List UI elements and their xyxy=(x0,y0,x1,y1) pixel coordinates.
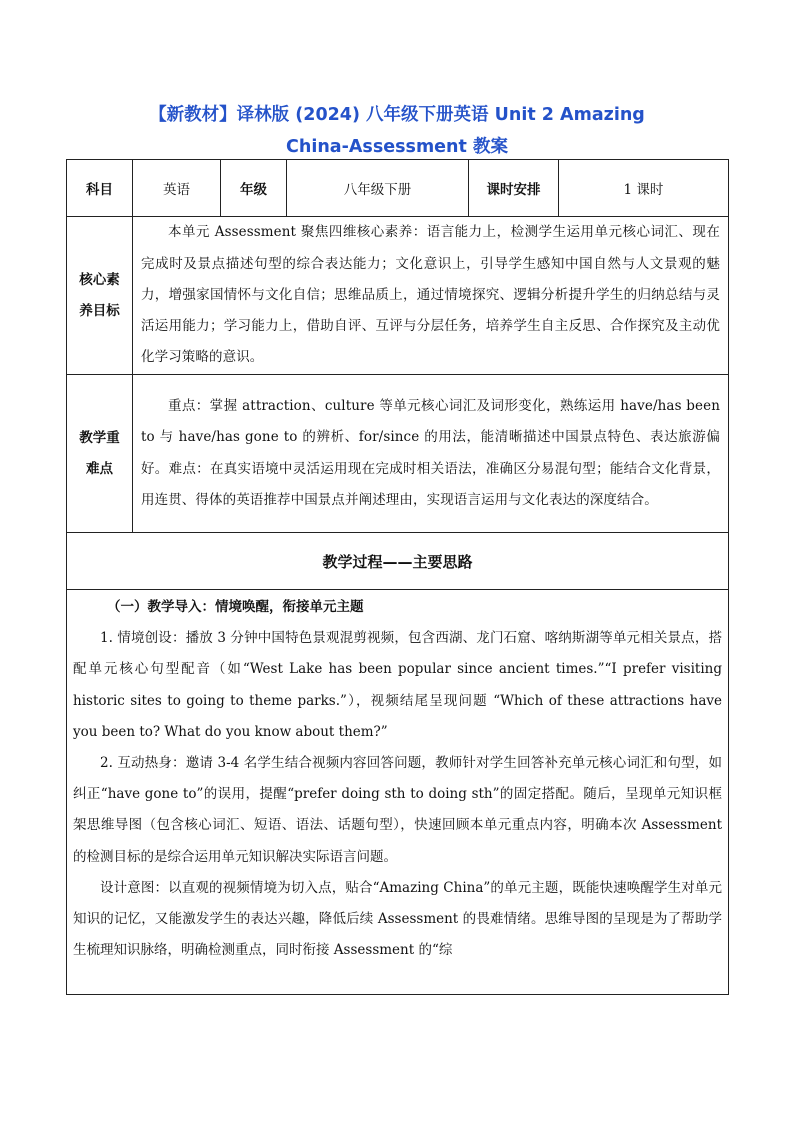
hours-label: 课时安排 xyxy=(469,160,559,217)
subject-label: 科目 xyxy=(67,160,133,217)
process-subheading-1: （一）教学导入：情境唤醒，衔接单元主题 xyxy=(107,599,364,615)
process-paragraph-3: 设计意图：以直观的视频情境为切入点，贴合“Amazing China”的单元主题，既能快速唤醒学生对单元知识的记忆，又能激发学生的表达兴趣，降低后续 Assessment 的畏难情绪。思维导图的呈现是为了帮助学生梳理知识脉络，明确检测重点，同时衔接 Assessment 的“综 xyxy=(73,879,722,959)
key-points-row xyxy=(67,375,729,533)
subject-value: 英语 xyxy=(133,160,221,217)
lesson-plan-table xyxy=(66,159,729,995)
document-title-line1: 【新教材】译林版 (2024) 八年级下册英语 Unit 2 Amazing xyxy=(149,105,645,125)
info-row xyxy=(67,160,729,217)
process-body-row xyxy=(67,590,729,995)
process-title-row xyxy=(67,533,729,590)
core-literacy-text: 本单元 Assessment 聚焦四维核心素养：语言能力上，检测学生运用单元核心词汇、现在完成时及景点描述句型的综合表达能力；文化意识上，引导学生感知中国自然与人文景观的魅力，增强家国情怀与文化自信；思维品质上，通过情境探究、逻辑分析提升学生的归纳总结与灵活运用能力；学习能力上，借助自评、互评与分层任务，培养学生自主反思、合作探究及主动优化学习策略的意识。 xyxy=(141,224,720,366)
document-title-line2: China-Assessment 教案 xyxy=(286,137,508,157)
key-points-cell xyxy=(133,375,729,533)
core-literacy-cell xyxy=(133,217,729,375)
process-paragraph-2: 2. 互动热身：邀请 3-4 名学生结合视频内容回答问题，教师针对学生回答补充单元核心词汇和句型，如纠正“have gone to”的误用，提醒“prefer doing sth to doing sth”的固定搭配。随后，呈现单元知识框架思维导图（包含核心词汇、短语、语法、话题句型），快速回顾本单元重点内容，明确本次 Assessment 的检测目标的是综合运用单元知识解决实际语言问题。 xyxy=(73,755,722,865)
core-literacy-row xyxy=(67,217,729,375)
core-literacy-label xyxy=(67,217,133,375)
key-points-label xyxy=(67,375,133,533)
key-points-label-text: 教学重难点 xyxy=(79,429,120,477)
key-points-text: 重点：掌握 attraction、culture 等单元核心词汇及词形变化，熟练运用 have/has been to 与 have/has gone to 的辨析、for/since 的用法，能清晰描述中国景点特色、表达旅游偏好。难点：在真实语境中灵活运用现在完成时相关语法，准确区分易混句型；能结合文化背景，用连贯、得体的英语推荐中国景点并阐述理由，实现语言运用与文化表达的深度结合。 xyxy=(141,398,720,508)
core-literacy-label-text: 核心素养目标 xyxy=(79,271,120,319)
hours-value: 1 课时 xyxy=(559,160,729,217)
grade-label: 年级 xyxy=(221,160,287,217)
process-body xyxy=(67,590,729,995)
grade-value: 八年级下册 xyxy=(287,160,469,217)
process-paragraph-1: 1. 情境创设：播放 3 分钟中国特色景观混剪视频，包含西湖、龙门石窟、喀纳斯湖等单元相关景点，搭配单元核心句型配音（如“West Lake has been popular since ancient times.”“I prefer visiting historic sites to going to theme parks.”），视频结尾呈现问题 “Which of these attractions have you been to? What do you know about them?” xyxy=(73,630,722,740)
process-title: 教学过程——主要思路 xyxy=(67,533,729,590)
